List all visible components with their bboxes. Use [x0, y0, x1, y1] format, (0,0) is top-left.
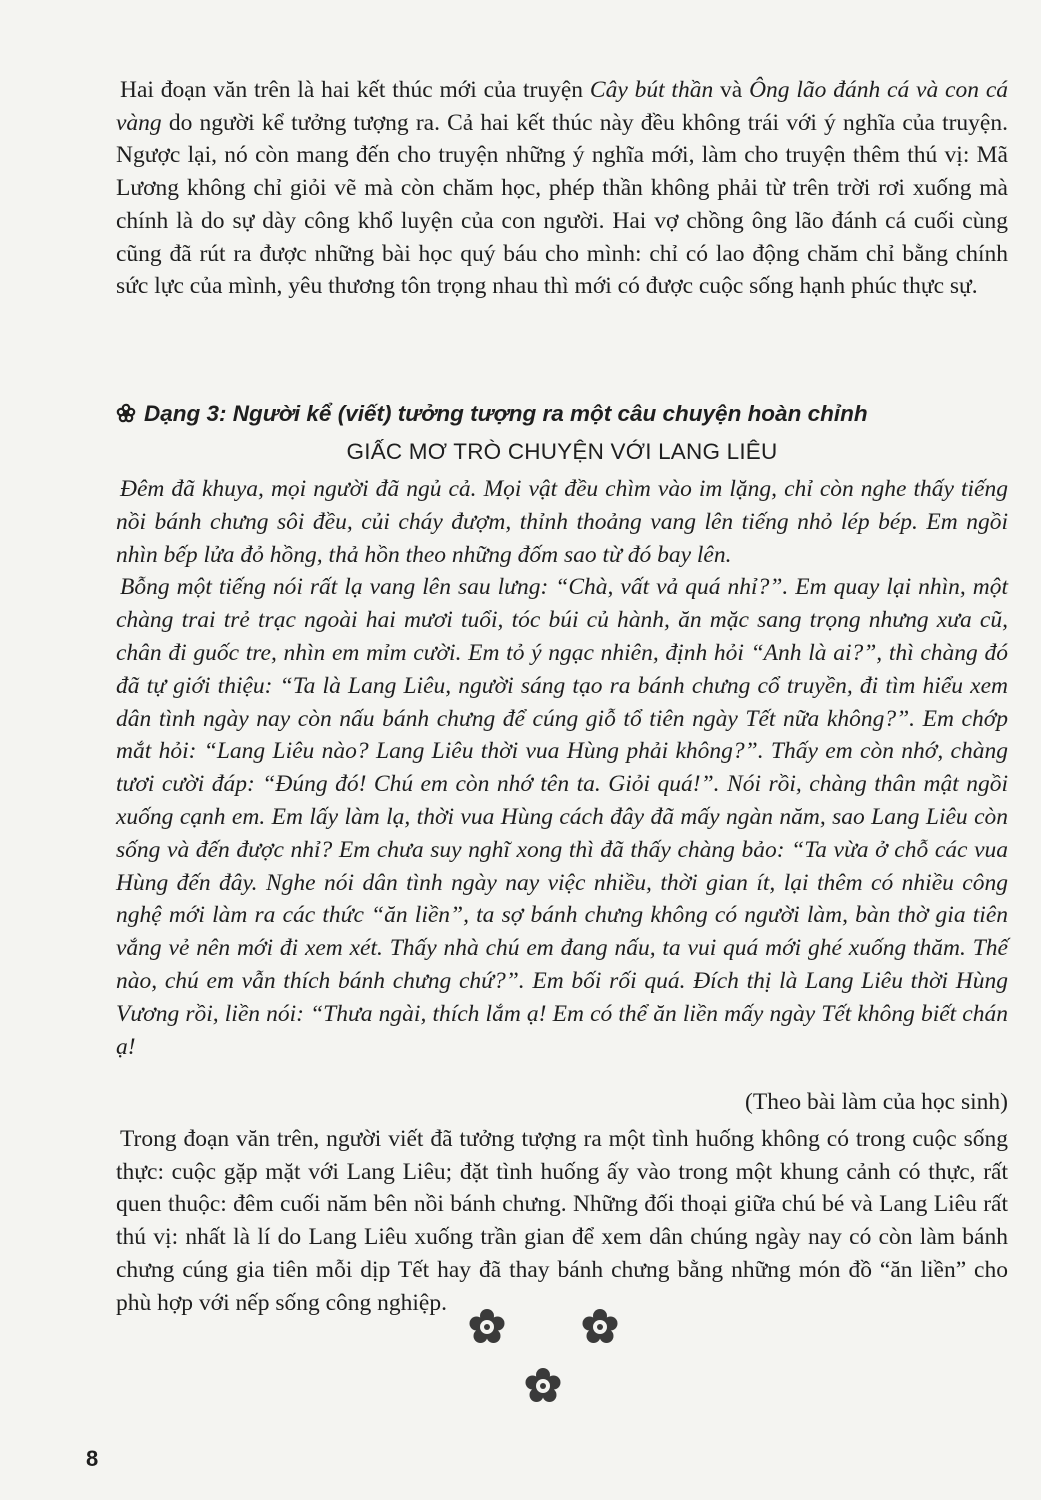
section-heading — [116, 398, 1008, 430]
page-number: 8 — [86, 1446, 99, 1471]
story-source: (Theo bài làm của học sinh) — [745, 1089, 1008, 1115]
intro-text-1: Hai đoạn văn trên là hai kết thúc mới của truyện — [120, 77, 590, 103]
story-title: GIẤC MƠ TRÒ CHUYỆN VỚI LANG LIÊU — [346, 439, 778, 464]
title-cay-but-than: Cây bút thần — [589, 77, 714, 103]
analysis-paragraph: Trong đoạn văn trên, người viết đã tưởng tượng ra một tình huống không có trong cuộc sống thực: cuộc gặp mặt với Lang Liêu; đặt tình huống ấy vào trong một khung cảnh có thực, rất quen thuộc: đêm cuối năm bên nồi bánh chưng. Những đối thoại giữa chú bé và Lang Liêu rất thú vị: nhất là lí do Lang Liêu xuống trần gian để xem dân chúng ngày nay có còn làm bánh chưng cúng gia tiên mỗi dịp Tết hay đã thay bánh chưng bằng những món đồ “ăn liền” cho phù hợp với nếp sống công nghiệp. — [116, 1126, 1008, 1316]
story-excerpt — [116, 473, 1008, 1063]
intro-text-3: do người kể tưởng tượng ra. Cả hai kết thúc này đều không trái với ý nghĩa của truyện. Ngược lại, nó còn mang đến cho truyện những ý nghĩa mới, làm cho truyện thêm thú vị: Mã Lương không chỉ giỏi vẽ mà còn chăm học, phép thần không phải từ trên trời rơi xuống mà chính là do sự dày công khổ luyện của con người. Hai vợ chồng ông lão đánh cá cuối cùng cũng đã rút ra được những bài học quý báu cho mình: chỉ có lao động chăm chỉ bằng chính sức lực của mình, yêu thương tôn trọng nhau thì mới có được cuộc sống hạnh phúc thực sự. — [116, 109, 1008, 300]
intro-paragraph — [116, 74, 1008, 303]
story-paragraph-1: Đêm đã khuya, mọi người đã ngủ cả. Mọi vật đều chìm vào im lặng, chỉ còn nghe thấy tiếng nồi bánh chưng sôi đều, củi cháy đượm, thỉnh thoảng vang lên tiếng nhỏ lép bép. Em ngồi nhìn bếp lửa đỏ hồng, thả hồn theo những đốm sao từ đó bay lên. — [116, 476, 1008, 568]
title-ong-lao: Ông lão đánh cá và con cá vàng — [116, 77, 1008, 136]
section-heading-text: Dạng 3: Người kể (viết) tưởng tượng ra một câu chuyện hoàn chỉnh — [144, 401, 868, 426]
flower-ornament-icon — [526, 1368, 561, 1402]
story-paragraph-2: Bỗng một tiếng nói rất lạ vang lên sau lưng: “Chà, vất vả quá nhỉ?”. Em quay lại nhìn, một chàng trai trẻ trạc ngoài hai mươi tuổi, tóc búi củ hành, ăn mặc sang trọng nhưng xưa cũ, chân đi guốc tre, nhìn em mỉm cười. Em tỏ ý ngạc nhiên, định hỏi “Anh là ai?”, thì chàng đó đã tự giới thiệu: “Ta là Lang Liêu, người sáng tạo ra bánh chưng cổ truyền, đi tìm hiểu xem dân tình ngày nay còn nấu bánh chưng để cúng giỗ tổ tiên ngày Tết nữa không?”. Em chớp mắt hỏi: “Lang Liêu nào? Lang Liêu thời vua Hùng phải không?”. Thấy em còn nhớ, chàng tươi cười đáp: “Đúng đó! Chú em còn nhớ tên ta. Giỏi quá!”. Nói rồi, chàng thân mật ngồi xuống cạnh em. Em lấy làm lạ, thời vua Hùng cách đây đã mấy ngàn năm, sao Lang Liêu còn sống và đến được nhỉ? Em chưa suy nghĩ xong thì đã thấy chàng bảo: “Ta vừa ở chỗ các vua Hùng đến đây. Nghe nói dân tình ngày nay việc nhiều, thời gian ít, lại thêm có nhiều công nghệ mới làm ra các thức “ăn liền”, ta sợ bánh chưng không có người làm, bàn thờ gia tiên vắng vẻ nên mới đi xem xét. Thấy nhà chú em đang nấu, ta vui quá mới ghé xuống thăm. Thế nào, chú em vẫn thích bánh chưng chứ?”. Em bối rối quá. Đích thị là Lang Liêu thời Hùng Vương rồi, liền nói: “Thưa ngài, thích lắm ạ! Em có thể ăn liền mấy ngày Tết không biết chán ạ! — [116, 574, 1008, 1060]
intro-text-2: và — [713, 77, 750, 103]
flower-bullet-icon — [116, 403, 136, 423]
